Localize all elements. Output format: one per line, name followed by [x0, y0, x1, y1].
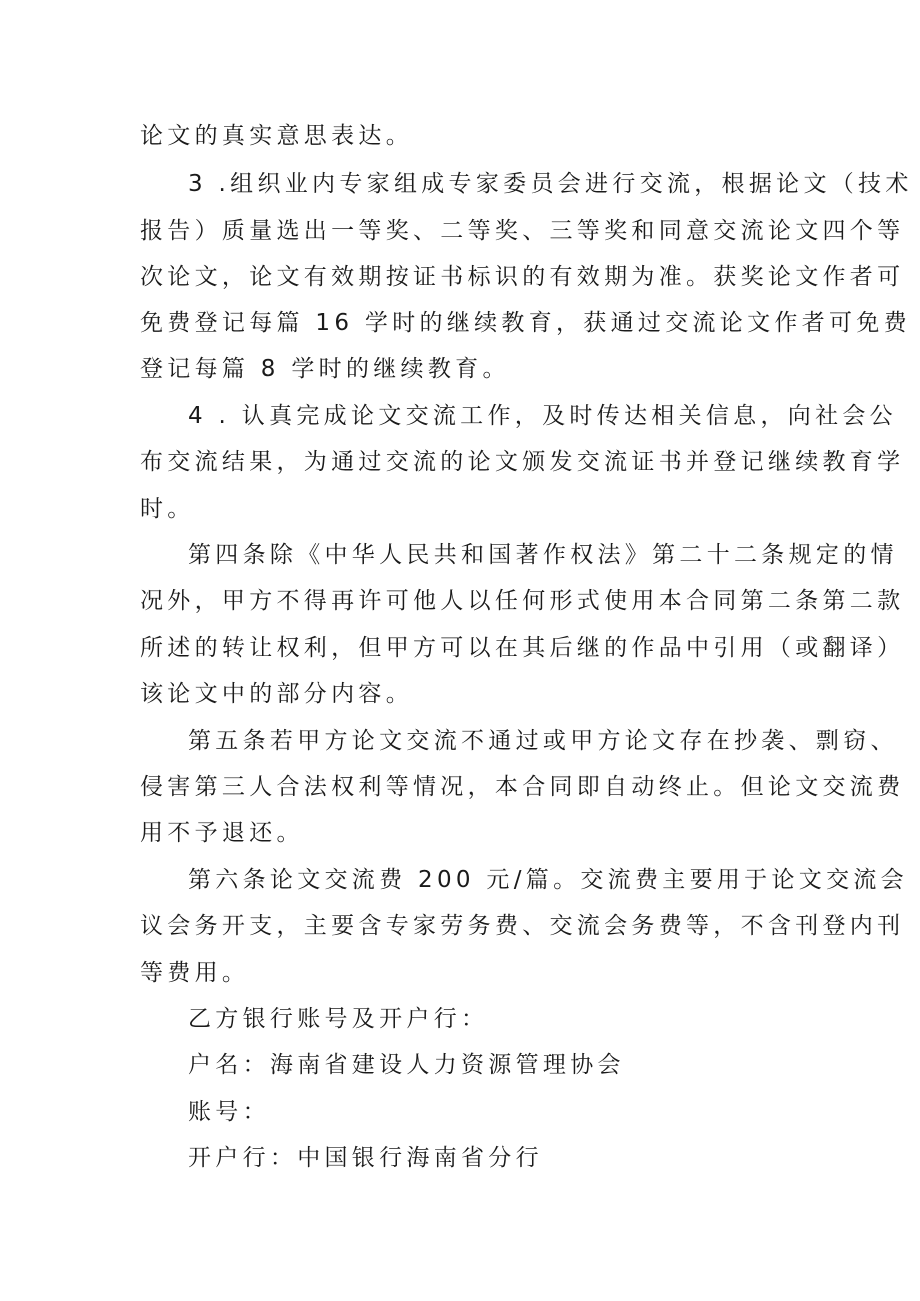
text-line: 该论文中的部分内容。	[140, 681, 413, 707]
text-line: 布交流结果，为通过交流的论文颁发交流证书并登记继续教育学	[140, 449, 905, 475]
text-line: 次论文，论文有效期按证书标识的有效期为准。获奖论文作者可	[140, 264, 905, 290]
text-line: 时。	[140, 496, 195, 522]
text-line: 登记每篇 8 学时的继续教育。	[140, 356, 510, 382]
text-line: 3 .组织业内专家组成专家委员会进行交流，根据论文（技术	[188, 171, 913, 197]
text-line: 乙方银行账号及开户行：	[188, 1006, 489, 1032]
text-line: 况外，甲方不得再许可他人以任何形式使用本合同第二条第二款	[140, 588, 905, 614]
text-line: 议会务开支，主要含专家劳务费、交流会务费等，不含刊登内刊	[140, 913, 905, 939]
text-line: 第五条若甲方论文交流不通过或甲方论文存在抄袭、剽窃、	[188, 728, 898, 754]
text-line: 4 . 认真完成论文交流工作，及时传达相关信息，向社会公	[188, 403, 897, 429]
text-line: 等费用。	[140, 960, 250, 986]
text-line: 侵害第三人合法权利等情况，本合同即自动终止。但论文交流费	[140, 774, 905, 800]
text-line: 账号：	[188, 1099, 270, 1125]
text-line: 论文的真实意思表达。	[140, 123, 413, 149]
text-line: 免费登记每篇 16 学时的继续教育，获通过交流论文作者可免费	[140, 310, 911, 336]
text-line: 第六条论文交流费 200 元/篇。交流费主要用于论文交流会	[188, 867, 908, 893]
text-line: 用不予退还。	[140, 820, 304, 846]
text-line: 第四条除《中华人民共和国著作权法》第二十二条规定的情	[188, 542, 898, 568]
text-line: 报告）质量选出一等奖、二等奖、三等奖和同意交流论文四个等	[140, 218, 905, 244]
text-line: 所述的转让权利，但甲方可以在其后继的作品中引用（或翻译）	[140, 635, 905, 661]
text-line: 开户行：中国银行海南省分行	[188, 1145, 543, 1171]
text-line: 户名：海南省建设人力资源管理协会	[188, 1052, 625, 1078]
